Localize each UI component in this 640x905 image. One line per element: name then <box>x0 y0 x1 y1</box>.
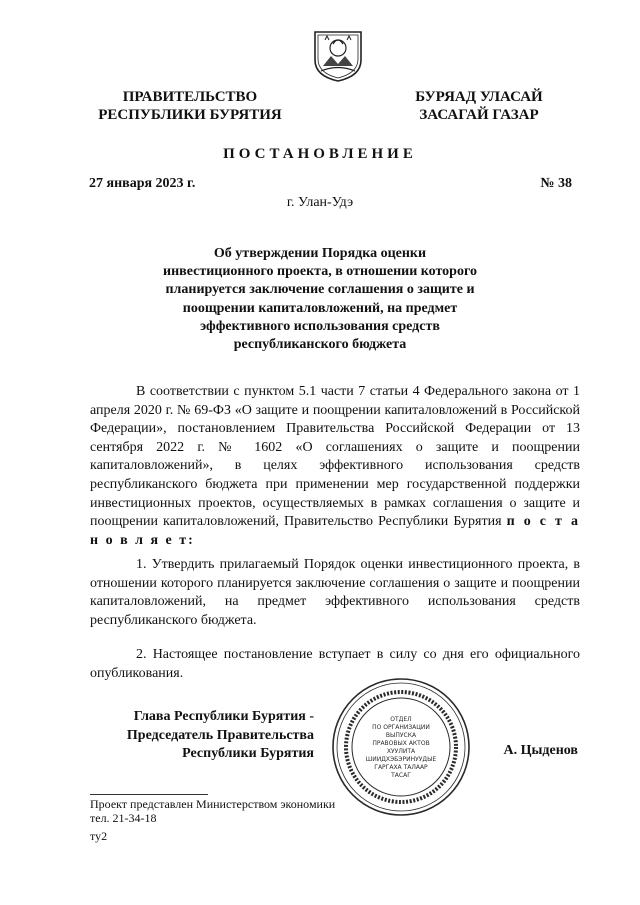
footer-divider <box>90 794 208 795</box>
preamble-text: В соответствии с пунктом 5.1 части 7 статьи 4 Федерального закона от 1 апреля 2020 г. № 69-ФЗ «О защите и поощрении капиталовложений в Российской Федерации», постановлением Правительства Российской Федерации от 13 сентября 2022 г. № 1602 «О соглашениях о защите и поощрении капиталовложений», в целях эффективного использования средств республиканского бюджета при применении мер государственной поддержки инвестиционных проектов, осуществляемых в рамках соглашения о защите и поощрении капиталовложений, Правительство Республики Бурятия <box>90 384 580 530</box>
header-right-line1: БУРЯАД УЛАСАЙ <box>415 89 543 105</box>
document-date: 27 января 2023 г. <box>89 176 196 191</box>
stamp-text: ТАСАГ <box>391 772 411 779</box>
signatory-title-line: Республики Бурятия <box>182 746 314 762</box>
signatory-title-line: Председатель Правительства <box>126 727 314 743</box>
stamp-text: ХУУЛИТА <box>386 748 416 755</box>
stamp-text: ГАРГАХА ТАЛААР <box>374 764 428 771</box>
subject-line: планируется заключение соглашения о защите и <box>165 282 475 298</box>
stamp-text: ПРАВОВЫХ АКТОВ <box>372 740 430 747</box>
document-city: г. Улан-Удэ <box>286 195 354 210</box>
subject-line: инвестиционного проекта, в отношении которого <box>163 264 477 280</box>
document-subject <box>120 245 520 354</box>
document-number: № 38 <box>540 176 572 191</box>
coat-of-arms-emblem <box>311 26 365 82</box>
signatory-title <box>86 708 314 764</box>
item-2-text: 2. Настоящее постановление вступает в силу со дня его официального опубликования. <box>90 647 580 681</box>
document-type-title: ПОСТАНОВЛЕНИЕ <box>223 146 417 162</box>
footer-note <box>90 797 335 825</box>
footer-note-line: Проект представлен Министерством экономики <box>90 797 336 811</box>
subject-line: эффективного использования средств <box>200 318 440 334</box>
signatory-name: А. Цыденов <box>503 743 578 758</box>
decree-word: п о с т а н о в л я е т: <box>90 514 580 548</box>
header-right-line2: ЗАСАГАЙ ГАЗАР <box>419 107 539 123</box>
header-left-block <box>70 88 310 124</box>
signatory-title-line: Глава Республики Бурятия - <box>133 709 314 724</box>
footer-note-line: тел. 21-34-18 <box>90 811 157 825</box>
subject-line: республиканского бюджета <box>233 337 407 353</box>
item-1-text: 1. Утвердить прилагаемый Порядок оценки инвестиционного проекта, в отношении которого планируется заключение соглашения о защите и поощрении капиталовложений, на предмет эффективного использования средств республиканского бюджета. <box>90 557 580 628</box>
subject-line: Об утверждении Порядка оценки <box>213 246 427 261</box>
header-left-line1: ПРАВИТЕЛЬСТВО <box>122 89 258 105</box>
official-seal-stamp <box>330 676 472 818</box>
stamp-text: ВЫПУСКА <box>385 732 417 739</box>
stamp-text: ПО ОРГАНИЗАЦИИ <box>372 724 430 731</box>
footer-code: ту2 <box>90 829 108 843</box>
header-right-block <box>384 88 574 124</box>
item-1-paragraph <box>90 556 580 630</box>
subject-line: поощрении капиталовложений, на предмет <box>182 300 458 316</box>
stamp-text: ОТДЕЛ <box>390 716 412 723</box>
header-left-line2: РЕСПУБЛИКИ БУРЯТИЯ <box>98 107 282 123</box>
preamble-paragraph <box>90 383 580 550</box>
stamp-text: ШИИДХЭБЭРИНУУДЫЕ <box>365 756 437 763</box>
